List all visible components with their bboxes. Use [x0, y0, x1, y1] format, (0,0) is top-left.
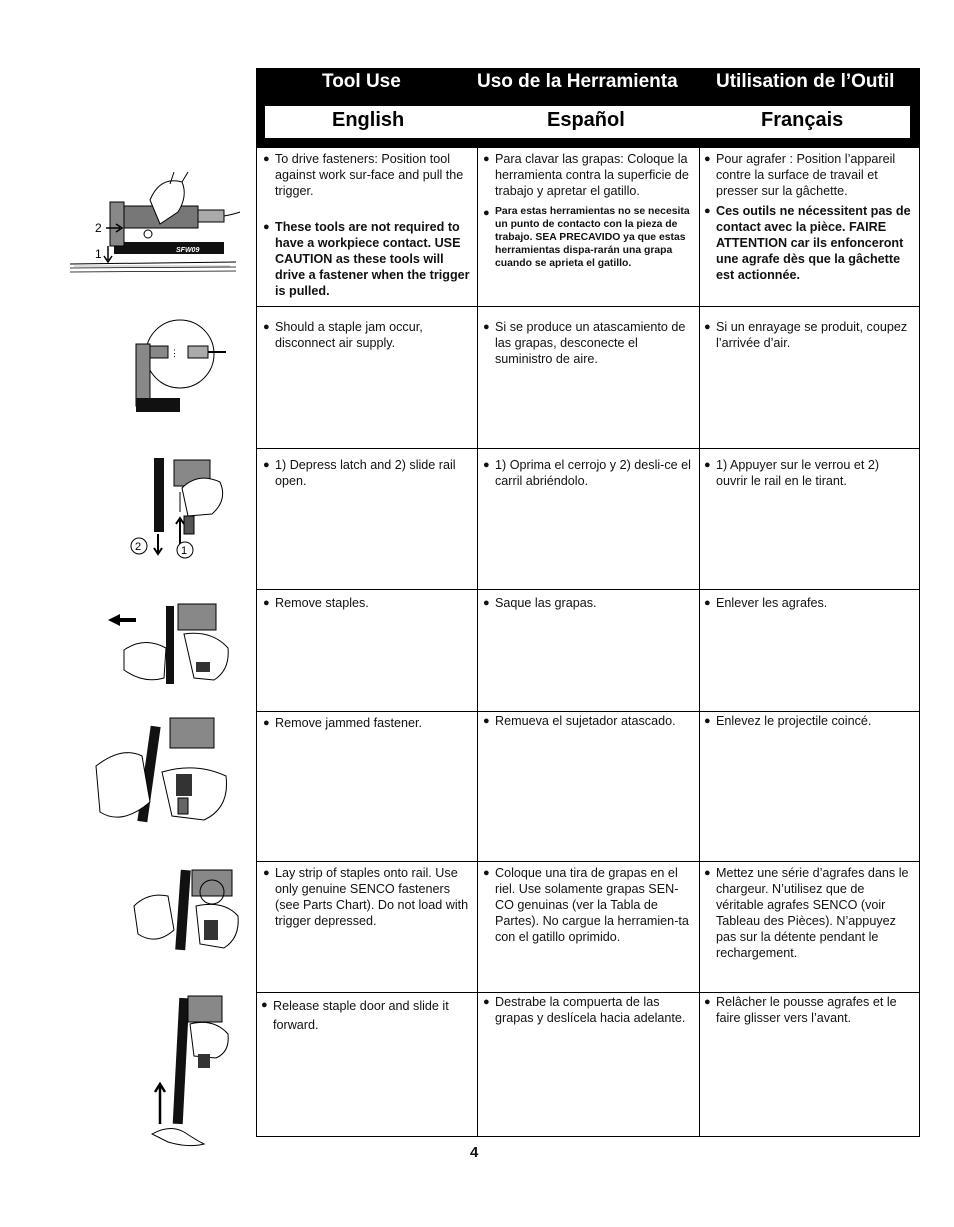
arrow-down-icon [154, 534, 162, 554]
instruction-text: Saque las grapas. [495, 596, 597, 610]
lang-french: Français [761, 109, 844, 131]
illustration-open-rail [128, 452, 238, 569]
callout-2: 2 [135, 541, 142, 553]
cell-spanish: ● Destrabe la compuerta de las grapas y deslícela hacia adelante. [478, 992, 700, 1136]
caution-text: Para estas herramientas no se necesita un punto de contacto con la pieza de trabajo. SEA PRECAVIDO ya que estas herramientas dispa-rarán una grapa cuando se aprieta el gatillo. [495, 206, 690, 269]
cell-spanish: ● Coloque una tira de grapas en el riel. Use solamente grapas SEN-CO genuinas (ver la Tabla de Partes). No cargue la herramien-ta con el gatillo oprimido. [478, 861, 700, 992]
language-bar [265, 106, 910, 138]
table-row [256, 861, 920, 993]
cell-english: ● Should a staple jam occur, disconnect air supply. [257, 306, 478, 448]
cell-spanish: ● Para clavar las grapas: Coloque la herramienta contra la superficie de trabajo y apretar el gatillo. ● Para estas herramientas no se necesita un punto de contacto con la pieza de trabajo. SEA PRECAVIDO ya que estas herramientas dispa-rarán una grapa cuando se aprieta el gatillo. [478, 148, 700, 306]
table-row [256, 148, 920, 307]
instruction-text: 1) Appuyer sur le verrou et 2) ouvrir le rail en le tirant. [716, 458, 880, 488]
model-label: SFW09 [176, 247, 200, 254]
load-staples-image [128, 866, 242, 956]
instruction-text: 1) Oprima el cerrojo y 2) desli-ce el carril abriéndolo. [495, 458, 691, 488]
arrow-left-icon [108, 614, 136, 626]
table-row [256, 448, 920, 590]
cell-french: ● Enlever les agrafes. [700, 589, 919, 711]
illustration-drive-fastener [70, 172, 240, 283]
cell-english: ● Remove staples. [257, 589, 478, 711]
instruction-text: Remove jammed fastener. [275, 716, 422, 730]
cell-french: ● Relâcher le pousse agrafes et le faire glisser vers l’avant. [700, 992, 919, 1136]
instruction-text: Para clavar las grapas: Coloque la herramienta contra la superficie de trabajo y apretar el gatillo. [495, 152, 689, 198]
svg-text:⋮: ⋮ [170, 348, 179, 358]
lang-english: English [332, 109, 405, 131]
header-bar [256, 68, 920, 148]
slide-door-image [148, 994, 240, 1152]
illustration-remove-staples [104, 600, 238, 695]
illustration-remove-jam [92, 716, 236, 837]
instruction-text: Should a staple jam occur, disconnect air supply. [275, 320, 423, 350]
instruction-text: Enlever les agrafes. [716, 596, 828, 610]
callout-1: 1 [181, 545, 188, 557]
instruction-text: Si un enrayage se produit, coupez l’arrivée d’air. [716, 320, 908, 350]
callout-1: 1 [95, 247, 102, 261]
caution-text: Ces outils ne nécessitent pas de contact avec la pièce. FAIRE ATTENTION car ils enfonceront une agrafe dès que la gâchette est actionnée. [716, 204, 911, 282]
title-french: Utilisation de l’Outil [716, 71, 895, 92]
instruction-text: Enlevez le projectile coincé. [716, 714, 872, 728]
instruction-text: Release staple door and slide it forward. [273, 999, 449, 1032]
instruction-table [256, 148, 920, 1137]
instruction-text: Coloque una tira de grapas en el riel. Use solamente grapas SEN-CO genuinas (ver la Tabla de Partes). No cargue la herramien-ta con el gatillo oprimido. [495, 866, 689, 944]
table-row [256, 589, 920, 712]
illustration-load-staples [128, 866, 242, 961]
cell-french: ● Mettez une série d’agrafes dans le chargeur. N’utilisez que de véritable agrafes SENCO (voir Tableau des Pièces). N’appuyez pas sur la détente pendant le rechargement. [700, 861, 919, 992]
instruction-text: Mettez une série d’agrafes dans le chargeur. N’utilisez que de véritable agrafes SENCO (voir Tableau des Pièces). N’appuyez pas sur la détente pendant le rechargement. [716, 866, 909, 960]
table-row [256, 992, 920, 1137]
instruction-text: Pour agrafer : Position l’appareil contre la surface de travail et presser sur la gâchette. [716, 152, 896, 198]
cell-french: ● Si un enrayage se produit, coupez l’arrivée d’air. [700, 306, 919, 448]
cell-english: ● To drive fasteners: Position tool against work sur-face and pull the trigger. ● These tools are not required to have a workpiece contact. USE CAUTION as these tools will drive a fastener when the trigger is pulled. [257, 148, 478, 306]
illustration-slide-door [148, 994, 240, 1157]
caution-text: These tools are not required to have a workpiece contact. USE CAUTION as these tools will drive a fastener when the trigger is pulled. [275, 220, 470, 298]
instruction-text: Lay strip of staples onto rail. Use only genuine SENCO fasteners (see Parts Chart). Do not load with trigger depressed. [275, 866, 469, 928]
instruction-text: Si se produce un atascamiento de las grapas, desconecte el suministro de aire. [495, 320, 686, 366]
instruction-text: To drive fasteners: Position tool against work sur-face and pull the trigger. [275, 152, 464, 198]
table-row [256, 306, 920, 449]
arrow-down-icon [104, 246, 112, 262]
callout-2: 2 [95, 221, 102, 235]
instruction-text: Remueva el sujetador atascado. [495, 714, 676, 728]
open-rail-image [128, 452, 238, 564]
title-spanish: Uso de la Herramienta [477, 71, 678, 92]
instruction-text: Remove staples. [275, 596, 369, 610]
cell-english: ● Release staple door and slide it forward. [257, 992, 478, 1136]
title-english: Tool Use [322, 71, 401, 92]
cell-spanish: ● Remueva el sujetador atascado. [478, 711, 700, 861]
page-number: 4 [470, 1144, 479, 1161]
cell-french: ● 1) Appuyer sur le verrou et 2) ouvrir le rail en le tirant. [700, 448, 919, 589]
cell-english: ● Remove jammed fastener. [257, 711, 478, 861]
air-disconnect-image [130, 318, 230, 418]
cell-spanish: ● Si se produce un atascamiento de las grapas, desconecte el suministro de aire. [478, 306, 700, 448]
lang-spanish: Español [547, 109, 625, 131]
cell-english: ● 1) Depress latch and 2) slide rail open. [257, 448, 478, 589]
stapler-on-workpiece-image [70, 172, 240, 278]
remove-jam-image [92, 716, 236, 832]
cell-spanish: ● 1) Oprima el cerrojo y 2) desli-ce el carril abriéndolo. [478, 448, 700, 589]
cell-french: ● Enlevez le projectile coincé. [700, 711, 919, 861]
remove-staples-image [104, 600, 238, 690]
illustration-disconnect-air [130, 318, 230, 423]
table-row [256, 711, 920, 862]
cell-english: ● Lay strip of staples onto rail. Use only genuine SENCO fasteners (see Parts Chart). Do not load with trigger depressed. [257, 861, 478, 992]
instruction-text: Destrabe la compuerta de las grapas y deslícela hacia adelante. [495, 995, 686, 1025]
instruction-text: 1) Depress latch and 2) slide rail open. [275, 458, 456, 488]
cell-french: ● Pour agrafer : Position l’appareil contre la surface de travail et presser sur la gâchette. ● Ces outils ne nécessitent pas de contact avec la pièce. FAIRE ATTENTION car ils enfonceront une agrafe dès que la gâchette est actionnée. [700, 148, 919, 306]
instruction-text: Relâcher le pousse agrafes et le faire glisser vers l’avant. [716, 995, 897, 1025]
cell-spanish: ● Saque las grapas. [478, 589, 700, 711]
arrow-up-icon [155, 1084, 165, 1124]
